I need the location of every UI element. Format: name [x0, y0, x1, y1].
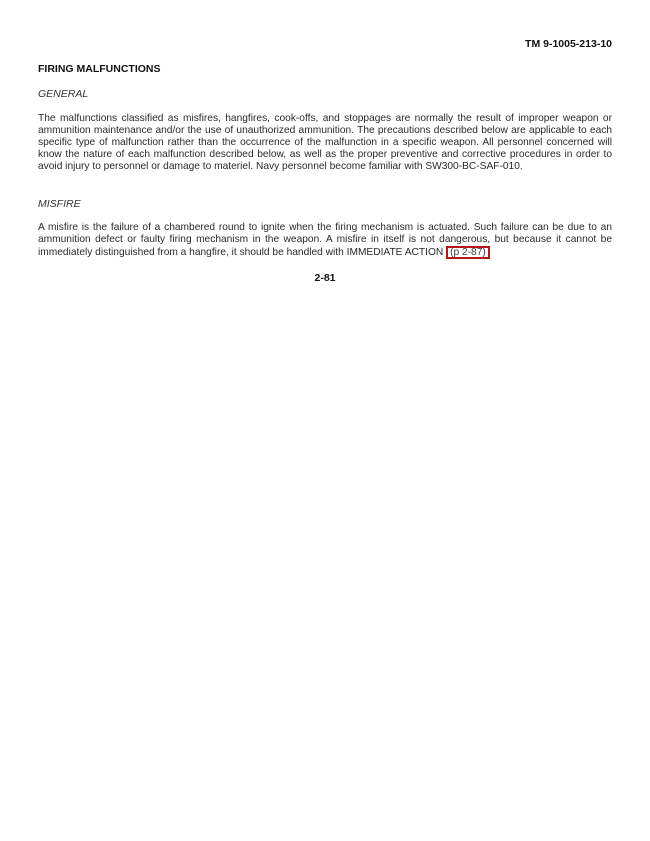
- section-heading-general: GENERAL: [38, 88, 89, 100]
- paragraph-general: [38, 113, 612, 173]
- document-id: TM 9-1005-213-10: [525, 38, 612, 50]
- paragraph-misfire-text: A misfire is the failure of a chambered round to ignite when the firing mechanism is actuated. Such failure can be due to an ammunition defect or faulty firing mechanism in the weapon. A misfire in itself is not dangerous, but because it cannot be immediately distinguished from a hangfire, it should be handled with IMMEDIATE ACTION: [38, 222, 612, 259]
- page-reference-link[interactable]: (p 2-87): [446, 246, 490, 259]
- paragraph-misfire: [38, 222, 612, 259]
- chapter-title: FIRING MALFUNCTIONS: [38, 63, 161, 75]
- section-heading-misfire: MISFIRE: [38, 198, 81, 210]
- paragraph-general-text: The malfunctions classified as misfires, hangfires, cook-offs, and stoppages are normally the result of improper weapon or ammunition maintenance and/or the use of unauthorized ammunition. The precautions described below are applicable to each specific type of malfunction rather than the occurrence of the malfunction in a specific weapon. All personnel concerned will know the nature of each malfunction described below, as well as the proper preventive and corrective procedures in order to avoid injury to personnel or damage to materiel. Navy personnel become familiar with SW300-BC-SAF-010.: [38, 113, 612, 173]
- page-number: 2-81: [314, 272, 336, 284]
